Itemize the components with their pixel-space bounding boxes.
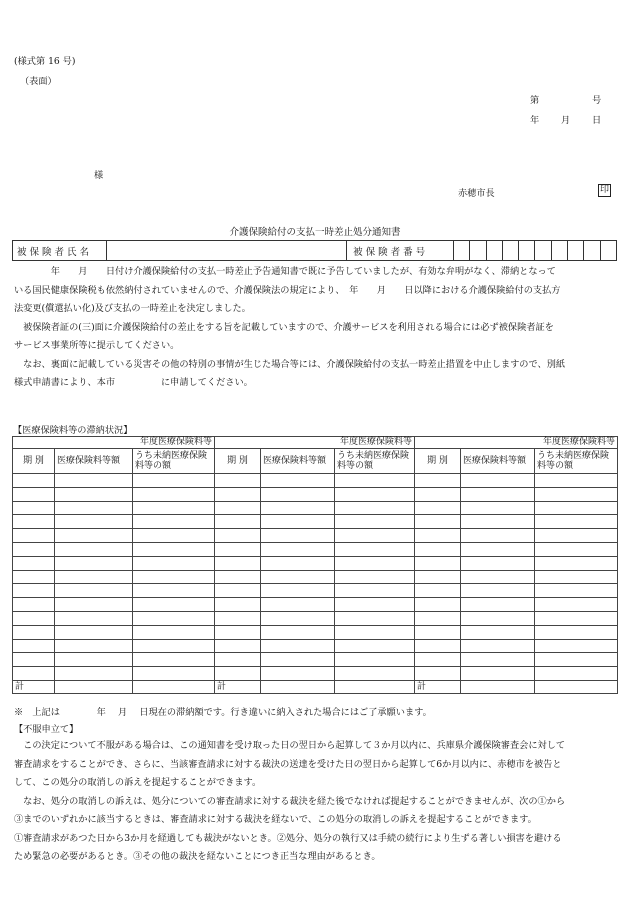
arrears-cell[interactable] [535,529,618,543]
insured-number-label: 被保険者番号 [347,241,454,261]
arrears-cell[interactable] [461,542,535,556]
arrears-row [13,611,618,625]
arrears-cell[interactable] [335,556,415,570]
arrears-cell[interactable] [415,529,461,543]
arrears-cell[interactable] [335,598,415,612]
arrears-cell[interactable] [535,584,618,598]
arrears-cell[interactable] [55,639,133,653]
arrears-cell[interactable] [415,611,461,625]
arrears-cell[interactable] [415,639,461,653]
arrears-row [13,556,618,570]
arrears-cell[interactable] [13,487,55,501]
arrears-cell[interactable] [261,667,335,681]
arrears-row [13,653,618,667]
arrears-cell[interactable] [335,667,415,681]
arrears-cell[interactable] [461,598,535,612]
arrears-row [13,584,618,598]
form-number: (様式第 16 号) [14,56,76,67]
arrears-cell[interactable] [13,639,55,653]
arrears-row [13,570,618,584]
total-cell[interactable] [335,680,415,693]
appeal-line: ①審査請求があつた日から3か月を経過しても裁決がないとき。②処分、処分の執行又は手続の続行により生ずる著しい損害を避ける [14,832,562,844]
year-header: 年度医療保険料等 [13,437,215,449]
appeal-heading: 【不服申立て】 [14,724,79,735]
arrears-cell[interactable] [261,625,335,639]
year-header: 年度医療保険料等 [215,437,415,449]
arrears-row [13,529,618,543]
arrears-row [13,474,618,488]
insured-name-label: 被保険者氏名 [13,241,107,261]
arrears-cell[interactable] [13,625,55,639]
arrears-cell[interactable] [13,653,55,667]
appeal-line: して、この処分の取消しの訴えを提起することができます。 [14,777,262,788]
total-cell[interactable] [535,680,618,693]
addressee-suffix: 様 [94,170,104,181]
arrears-cell[interactable] [535,653,618,667]
arrears-cell[interactable] [415,501,461,515]
unpaid-header: うち未納医療保険料等の額 [535,449,618,474]
arrears-cell[interactable] [261,487,335,501]
premium-header: 医療保険料等額 [261,449,335,474]
arrears-cell[interactable] [415,556,461,570]
arrears-cell[interactable] [13,556,55,570]
arrears-cell[interactable] [13,542,55,556]
arrears-cell[interactable] [415,474,461,488]
arrears-cell[interactable] [415,515,461,529]
arrears-cell[interactable] [261,542,335,556]
arrears-cell[interactable] [461,487,535,501]
issuer-name: 赤穂市長 [458,188,495,199]
arrears-cell[interactable] [55,515,133,529]
arrears-cell[interactable] [215,639,261,653]
arrears-cell[interactable] [461,515,535,529]
arrears-cell[interactable] [335,474,415,488]
arrears-cell[interactable] [215,501,261,515]
arrears-cell[interactable] [261,584,335,598]
arrears-heading: 【医療保険料等の滞納状況】 [13,425,133,436]
appeal-line: ③までのいずれかに該当するときは、審査請求に対する裁決を経ないで、この処分の取消しの訴えを提起することができます。 [14,814,537,825]
arrears-cell[interactable] [535,474,618,488]
arrears-cell[interactable] [55,584,133,598]
arrears-cell[interactable] [133,611,215,625]
arrears-cell[interactable] [461,625,535,639]
appeal-body [14,737,618,867]
arrears-cell[interactable] [55,556,133,570]
arrears-cell[interactable] [461,653,535,667]
arrears-row [13,639,618,653]
arrears-cell[interactable] [335,487,415,501]
period-header: 期 別 [215,449,261,474]
arrears-cell[interactable] [55,529,133,543]
insured-name-field[interactable] [106,241,346,261]
arrears-cell[interactable] [535,639,618,653]
arrears-cell[interactable] [13,570,55,584]
arrears-cell[interactable] [13,529,55,543]
arrears-cell[interactable] [133,653,215,667]
arrears-cell[interactable] [261,570,335,584]
appeal-line: ため緊急の必要があるとき。③その他の裁決を経ないことにつき正当な理由があるとき。 [14,851,381,862]
arrears-cell[interactable] [335,515,415,529]
arrears-cell[interactable] [535,611,618,625]
arrears-cell[interactable] [461,529,535,543]
arrears-cell[interactable] [133,515,215,529]
arrears-cell[interactable] [55,611,133,625]
arrears-cell[interactable] [335,584,415,598]
premium-header: 医療保険料等額 [55,449,133,474]
arrears-cell[interactable] [461,474,535,488]
arrears-cell[interactable] [461,584,535,598]
arrears-cell[interactable] [461,501,535,515]
arrears-row [13,542,618,556]
insured-number-box[interactable] [584,241,600,261]
arrears-cell[interactable] [261,501,335,515]
arrears-cell[interactable] [415,570,461,584]
arrears-cell[interactable] [13,501,55,515]
insured-number-box[interactable] [486,241,502,261]
arrears-cell[interactable] [535,515,618,529]
arrears-cell[interactable] [133,542,215,556]
period-header: 期 別 [415,449,461,474]
arrears-cell[interactable] [215,584,261,598]
arrears-cell[interactable] [415,625,461,639]
arrears-table [12,436,618,694]
arrears-cell[interactable] [415,598,461,612]
arrears-note: ※ 上記は 年 月 日現在の滞納額です。行き違いに納入された場合にはご了承願います。 [14,707,432,718]
arrears-cell[interactable] [415,487,461,501]
arrears-cell[interactable] [261,529,335,543]
arrears-cell[interactable] [335,529,415,543]
body-line: いる国民健康保険税も依然納付されていませんので、介護保険法の規定により、 年 月 日以降における介護保険給付の支払方 [14,284,561,296]
insured-number-box[interactable] [502,241,518,261]
body-line: 様式申請書により、本市 に申請してください。 [14,377,253,388]
insured-number-box[interactable] [567,241,583,261]
arrears-cell[interactable] [133,667,215,681]
arrears-cell[interactable] [535,556,618,570]
arrears-cell[interactable] [335,542,415,556]
arrears-cell[interactable] [261,598,335,612]
total-cell[interactable] [55,680,133,693]
arrears-cell[interactable] [133,639,215,653]
arrears-row [13,667,618,681]
arrears-cell[interactable] [335,625,415,639]
arrears-cell[interactable] [215,625,261,639]
arrears-cell[interactable] [13,474,55,488]
seal-mark: 印 [599,185,609,195]
arrears-cell[interactable] [261,653,335,667]
arrears-cell[interactable] [13,515,55,529]
appeal-line: 審査請求をすることができ、さらに、当該審査請求に対する裁決の送達を受けた日の翌日から起算して6か月以内に、赤穂市を被告と [14,758,562,770]
total-cell[interactable] [261,680,335,693]
arrears-cell[interactable] [13,584,55,598]
arrears-cell[interactable] [133,474,215,488]
arrears-row [13,598,618,612]
arrears-cell[interactable] [461,611,535,625]
body-line: サービス事業所等に提示してください。 [14,340,180,351]
arrears-cell[interactable] [535,542,618,556]
insured-number-box[interactable] [470,241,486,261]
arrears-row [13,625,618,639]
arrears-cell[interactable] [55,625,133,639]
arrears-cell[interactable] [261,515,335,529]
insured-number-box[interactable] [454,241,470,261]
arrears-cell[interactable] [215,598,261,612]
notice-body [14,263,618,393]
period-header: 期 別 [13,449,55,474]
arrears-cell[interactable] [133,529,215,543]
arrears-cell[interactable] [133,487,215,501]
arrears-row [13,501,618,515]
arrears-rows [13,474,618,681]
document-title: 介護保険給付の支払一時差止処分通知書 [229,227,401,238]
insured-number-box[interactable] [535,241,551,261]
arrears-cell[interactable] [133,625,215,639]
arrears-cell[interactable] [461,556,535,570]
arrears-cell[interactable] [55,598,133,612]
arrears-cell[interactable] [415,542,461,556]
arrears-cell[interactable] [215,474,261,488]
issue-go: 号 [592,95,602,106]
arrears-cell[interactable] [535,487,618,501]
arrears-cell[interactable] [55,653,133,667]
issue-dai: 第 [530,95,540,106]
insured-number-box[interactable] [551,241,567,261]
arrears-cell[interactable] [261,611,335,625]
arrears-cell[interactable] [55,667,133,681]
insured-number-box[interactable] [600,241,616,261]
arrears-cell[interactable] [13,611,55,625]
total-cell[interactable] [461,680,535,693]
arrears-row [13,487,618,501]
year-header: 年度医療保険料等 [415,437,618,449]
arrears-cell[interactable] [215,487,261,501]
arrears-cell[interactable] [55,542,133,556]
issue-year: 年 [530,115,540,126]
arrears-cell[interactable] [215,611,261,625]
unpaid-header: うち未納医療保険料等の額 [133,449,215,474]
arrears-cell[interactable] [13,667,55,681]
arrears-cell[interactable] [415,584,461,598]
arrears-cell[interactable] [461,639,535,653]
arrears-cell[interactable] [415,667,461,681]
issue-day: 日 [592,115,602,126]
insured-id-table [12,240,617,261]
arrears-cell[interactable] [535,598,618,612]
arrears-cell[interactable] [13,598,55,612]
arrears-cell[interactable] [55,474,133,488]
body-line: 法変更(償還払い化)及び支払の一時差止を決定しました。 [14,303,251,314]
arrears-cell[interactable] [215,570,261,584]
body-line: 年 月 日付け介護保険給付の支払一時差止予告通知書で既に予告していましたが、有効な弁明がなく、滞納となって [14,266,556,277]
appeal-line: この決定について不服がある場合は、この通知書を受け取った日の翌日から起算して３か月以内に、兵庫県介護保険審査会に対して [14,740,566,751]
arrears-cell[interactable] [55,501,133,515]
issue-month: 月 [561,115,571,126]
total-label: 計 [13,680,55,693]
arrears-cell[interactable] [133,598,215,612]
arrears-cell[interactable] [215,667,261,681]
arrears-cell[interactable] [261,639,335,653]
body-line: なお、裏面に記載している災害その他の特別の事情が生じた場合等には、介護保険給付の支払一時差止措置を中止しますので、別紙 [14,358,566,370]
arrears-cell[interactable] [535,625,618,639]
total-label: 計 [415,680,461,693]
arrears-cell[interactable] [535,667,618,681]
arrears-cell[interactable] [133,570,215,584]
arrears-cell[interactable] [335,570,415,584]
arrears-cell[interactable] [335,611,415,625]
arrears-cell[interactable] [335,639,415,653]
arrears-cell[interactable] [335,501,415,515]
arrears-cell[interactable] [215,529,261,543]
arrears-cell[interactable] [535,501,618,515]
premium-header: 医療保険料等額 [461,449,535,474]
arrears-cell[interactable] [133,501,215,515]
total-label: 計 [215,680,261,693]
arrears-cell[interactable] [215,542,261,556]
arrears-cell[interactable] [215,515,261,529]
appeal-line: なお、処分の取消しの訴えは、処分についての審査請求に対する裁決を経た後でなければ提起することができませんが、次の①から [14,795,566,807]
arrears-cell[interactable] [415,653,461,667]
arrears-cell[interactable] [261,556,335,570]
arrears-cell[interactable] [55,570,133,584]
arrears-cell[interactable] [261,474,335,488]
arrears-cell[interactable] [461,667,535,681]
unpaid-header: うち未納医療保険料等の額 [335,449,415,474]
arrears-cell[interactable] [535,570,618,584]
arrears-cell[interactable] [461,570,535,584]
total-cell[interactable] [133,680,215,693]
body-line: 被保険者証の(三)面に介護保険給付の差止をする旨を記載していますので、介護サービスを利用される場合には必ず被保険者証を [14,321,554,333]
arrears-cell[interactable] [335,653,415,667]
arrears-cell[interactable] [133,584,215,598]
arrears-cell[interactable] [55,487,133,501]
side-label: （表面） [20,76,57,87]
arrears-row [13,515,618,529]
arrears-cell[interactable] [133,556,215,570]
arrears-cell[interactable] [215,556,261,570]
insured-number-box[interactable] [519,241,535,261]
arrears-cell[interactable] [215,653,261,667]
